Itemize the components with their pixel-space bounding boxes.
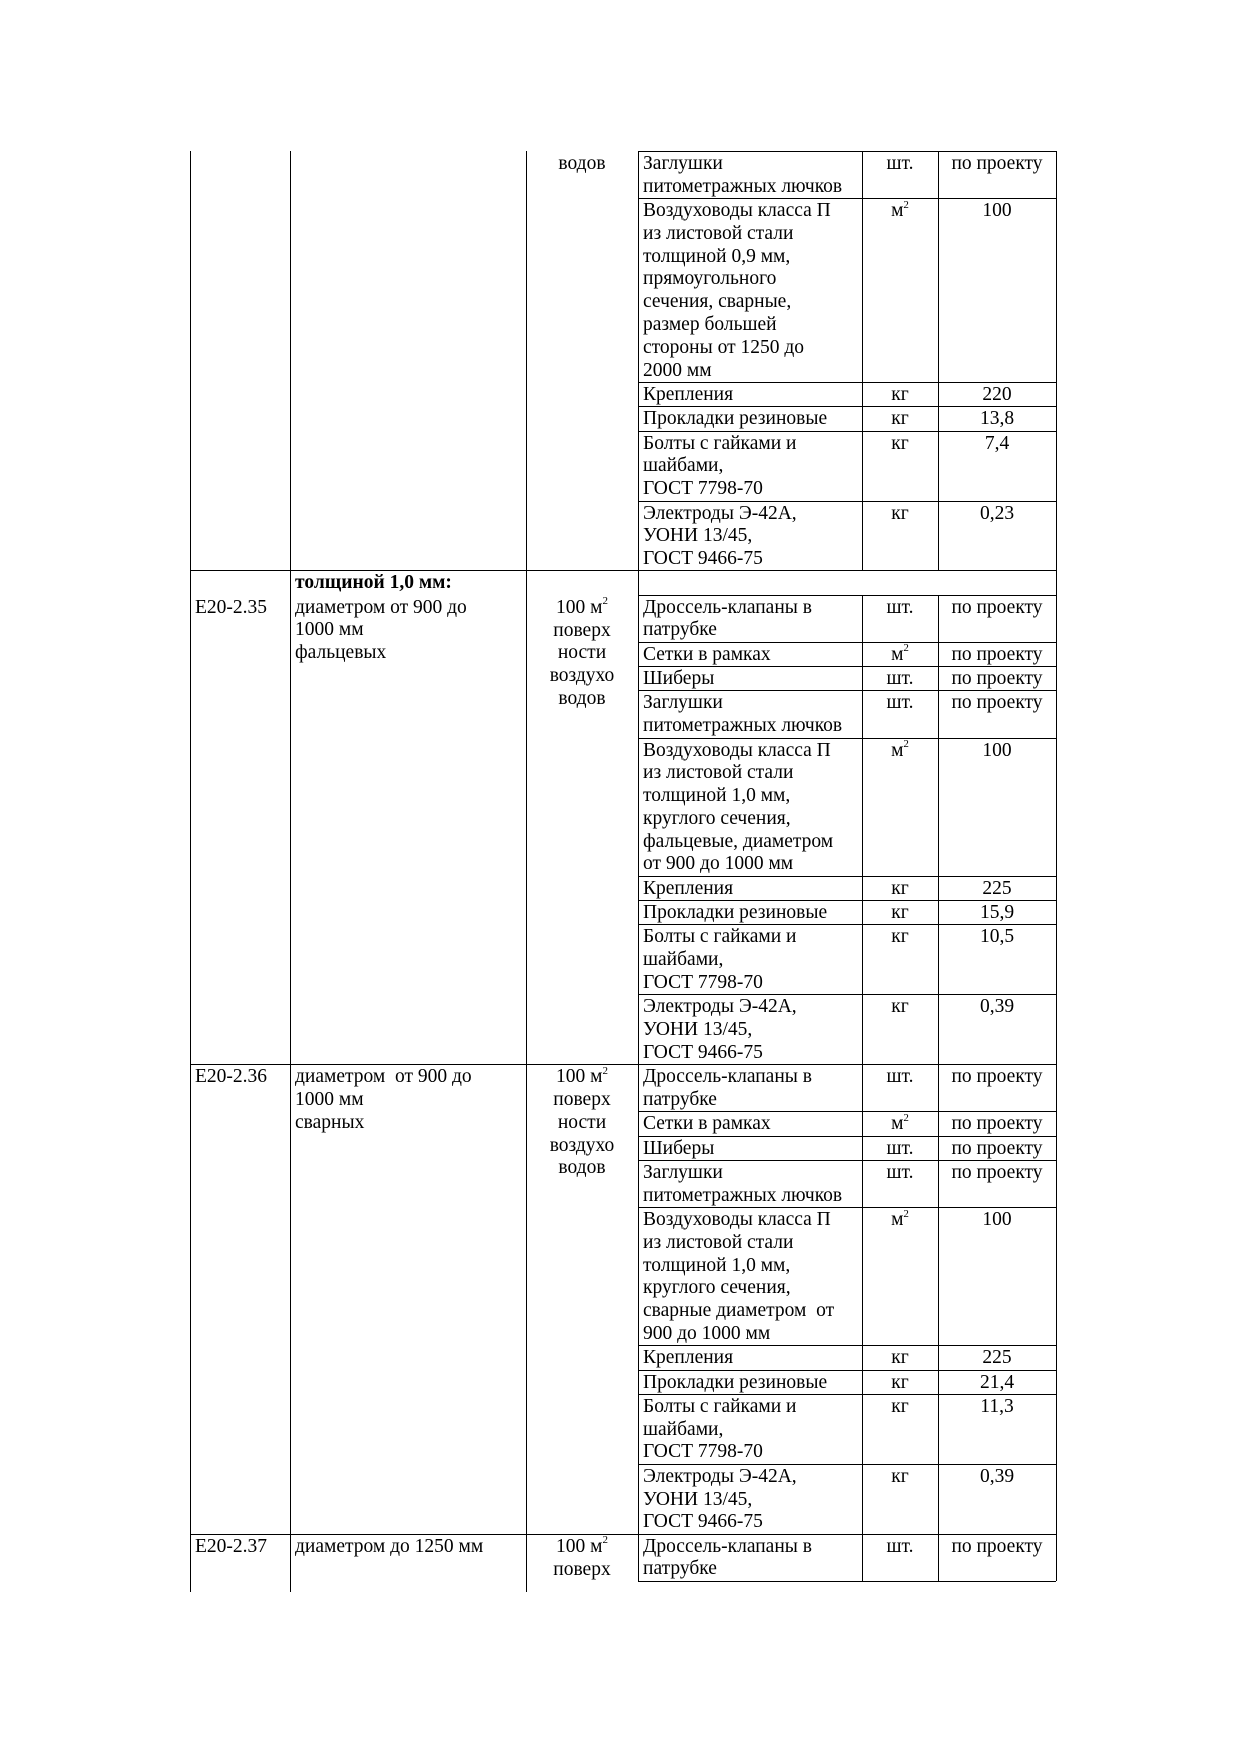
material-quantity: по проекту xyxy=(951,1066,1043,1088)
table-rule-vertical xyxy=(938,1534,939,1581)
table-rule-horizontal xyxy=(638,900,1056,901)
material-unit-base: м xyxy=(891,200,904,222)
entry-description: диаметром от 900 до 1000 мм сварных xyxy=(295,1066,472,1133)
table-rule-horizontal xyxy=(638,570,1056,571)
material-unit-superscript: 2 xyxy=(903,1207,909,1220)
table-rule-horizontal xyxy=(638,501,1056,502)
material-quantity: по проекту xyxy=(951,1161,1043,1183)
material-quantity: по проекту xyxy=(951,692,1043,714)
material-name: Прокладки резиновые xyxy=(643,1371,828,1393)
table-rule-horizontal xyxy=(638,1207,1056,1208)
material-name: Шиберы xyxy=(643,668,715,690)
table-rule-vertical xyxy=(1056,151,1057,570)
table-rule-horizontal xyxy=(638,642,1056,643)
material-quantity: 11,3 xyxy=(980,1395,1014,1417)
table-rule-horizontal xyxy=(638,1136,1056,1137)
table-rule-horizontal xyxy=(638,431,1056,432)
table-rule-horizontal xyxy=(190,1064,638,1065)
table-rule-horizontal xyxy=(638,151,1056,152)
material-quantity: по проекту xyxy=(951,1535,1043,1557)
material-unit xyxy=(862,1209,938,1232)
material-unit: кг xyxy=(891,877,909,899)
material-name: Болты с гайками и шайбами, ГОСТ 7798-70 xyxy=(643,432,797,500)
material-quantity: по проекту xyxy=(951,1137,1043,1159)
material-name: Воздуховоды класса П из листовой стали толщиной 0,9 мм, прямоугольного сечения, сварные, размер большей стороны от 1250 до 2000 мм xyxy=(643,200,831,381)
material-name: Прокладки резиновые xyxy=(643,408,828,430)
material-unit: шт. xyxy=(886,153,914,174)
table-rule-horizontal xyxy=(638,1534,1056,1535)
material-unit xyxy=(862,1113,938,1136)
material-name: Воздуховоды класса П из листовой стали толщиной 1,0 мм, круглого сечения, фальцевые, диаметром от 900 до 1000 мм xyxy=(643,739,834,875)
material-name: Крепления xyxy=(643,877,734,899)
material-unit xyxy=(862,200,938,223)
table-rule-horizontal xyxy=(638,382,1056,383)
material-quantity: 100 xyxy=(982,1209,1012,1230)
entry-measure xyxy=(526,1066,638,1089)
material-name: Дроссель-клапаны в патрубке xyxy=(643,596,812,641)
table-rule-horizontal xyxy=(190,570,290,571)
material-unit: шт. xyxy=(886,1066,914,1088)
material-quantity: 0,23 xyxy=(979,502,1015,524)
table-rule-horizontal xyxy=(638,876,1056,877)
table-rule-vertical xyxy=(938,151,939,570)
table-rule-vertical xyxy=(1056,1064,1057,1534)
material-name: Болты с гайками и шайбами, ГОСТ 7798-70 xyxy=(643,1395,797,1463)
material-name: Сетки в рамках xyxy=(643,643,771,665)
material-unit: шт. xyxy=(886,596,914,618)
material-name: Крепления xyxy=(643,384,734,405)
material-quantity: 225 xyxy=(982,1347,1012,1369)
material-unit: кг xyxy=(891,502,909,524)
table-rule-horizontal xyxy=(638,1370,1056,1371)
material-name: Электроды Э-42А, УОНИ 13/45, ГОСТ 9466-75 xyxy=(643,502,797,570)
table-rule-vertical xyxy=(190,151,191,1592)
table-rule-horizontal xyxy=(526,570,638,571)
material-quantity: 100 xyxy=(982,200,1012,222)
material-unit: кг xyxy=(891,902,909,924)
material-quantity: по проекту xyxy=(951,596,1043,618)
material-unit-base: м xyxy=(891,1209,904,1230)
table-rule-vertical xyxy=(290,151,291,1592)
table-rule-vertical xyxy=(638,151,639,570)
table-rule-horizontal xyxy=(638,994,1056,995)
table-rule-vertical xyxy=(938,595,939,1065)
material-unit-superscript: 2 xyxy=(903,738,909,750)
table-rule-horizontal xyxy=(638,690,1056,691)
measure-unit-partial: водов xyxy=(558,153,606,174)
material-name: Заглушки питометражных лючков xyxy=(643,153,843,197)
material-quantity: 220 xyxy=(982,384,1012,405)
material-quantity: 7,4 xyxy=(984,432,1010,454)
entry-code: Е20-2.36 xyxy=(195,1066,268,1088)
table-rule-vertical xyxy=(862,1064,863,1534)
entry-code: Е20-2.37 xyxy=(195,1535,268,1557)
material-unit: кг xyxy=(891,1371,909,1393)
entry-measure-detail: поверх ности воздухо водов xyxy=(549,619,615,709)
table-rule-horizontal xyxy=(638,666,1056,667)
table-rule-vertical xyxy=(1056,570,1057,594)
material-quantity: 100 xyxy=(982,739,1012,761)
table-rule-vertical xyxy=(638,595,639,1065)
material-unit: шт. xyxy=(886,1535,914,1557)
table-rule-vertical xyxy=(638,1064,639,1534)
material-name: Дроссель-клапаны в патрубке xyxy=(643,1066,812,1110)
material-unit: кг xyxy=(891,996,909,1018)
material-quantity: по проекту xyxy=(951,668,1043,690)
table-rule-horizontal xyxy=(638,406,1056,407)
material-quantity: 10,5 xyxy=(979,926,1015,948)
material-unit xyxy=(862,740,938,763)
material-unit: шт. xyxy=(886,1137,914,1159)
material-name: Сетки в рамках xyxy=(643,1113,771,1135)
material-unit-superscript: 2 xyxy=(903,642,909,655)
table-rule-vertical xyxy=(1056,595,1057,1065)
material-quantity: 21,4 xyxy=(979,1371,1015,1393)
material-quantity: по проекту xyxy=(951,1113,1043,1135)
table-rule-vertical xyxy=(638,570,639,594)
material-unit: кг xyxy=(891,1395,909,1417)
group-header: толщиной 1,0 мм: xyxy=(295,572,452,594)
table-rule-horizontal xyxy=(638,1064,1056,1065)
table-rule-horizontal xyxy=(638,738,1056,739)
entry-measure-detail: поверх ности воздухо водов xyxy=(549,1089,615,1179)
table-rule-vertical xyxy=(938,1064,939,1534)
table-rule-vertical xyxy=(638,1534,639,1581)
material-quantity: по проекту xyxy=(951,643,1043,665)
material-unit: кг xyxy=(891,408,909,430)
material-unit-base: м xyxy=(891,643,904,665)
entry-measure-superscript: 2 xyxy=(602,1534,608,1547)
entry-description: диаметром до 1250 мм xyxy=(295,1535,484,1557)
table-rule-vertical xyxy=(862,151,863,570)
entry-description: диаметром от 900 до 1000 мм фальцевых xyxy=(295,596,467,664)
material-quantity: 13,8 xyxy=(979,408,1015,430)
table-rule-horizontal xyxy=(190,1534,638,1535)
table-rule-horizontal xyxy=(638,1160,1056,1161)
entry-measure-detail: поверх xyxy=(553,1558,611,1580)
material-name: Воздуховоды класса П из листовой стали толщиной 1,0 мм, круглого сечения, сварные диаметром от 900 до 1000 мм xyxy=(643,1209,835,1344)
entry-measure-base: 100 м xyxy=(556,1535,603,1557)
table-rule-horizontal xyxy=(638,1111,1056,1112)
material-unit-base: м xyxy=(891,1113,904,1135)
material-name: Электроды Э-42А, УОНИ 13/45, ГОСТ 9466-75 xyxy=(643,1465,797,1533)
material-unit: шт. xyxy=(886,668,914,690)
material-unit: шт. xyxy=(886,1161,914,1183)
entry-measure-superscript: 2 xyxy=(602,595,608,608)
material-name: Шиберы xyxy=(643,1137,715,1159)
material-unit: шт. xyxy=(886,692,914,714)
material-unit: кг xyxy=(891,1347,909,1369)
table-rule-vertical xyxy=(526,151,527,1592)
material-name: Заглушки питометражных лючков xyxy=(643,692,843,737)
material-unit-base: м xyxy=(891,739,904,761)
entry-measure-base: 100 м xyxy=(556,1066,603,1088)
material-unit: кг xyxy=(891,1465,909,1487)
material-quantity: 225 xyxy=(982,877,1012,899)
table-rule-horizontal xyxy=(638,1581,1056,1582)
material-unit: кг xyxy=(891,432,909,454)
material-unit: кг xyxy=(891,384,909,405)
material-quantity: 0,39 xyxy=(979,1465,1015,1487)
material-quantity: 15,9 xyxy=(979,902,1015,924)
table-rule-horizontal xyxy=(638,595,1056,596)
material-name: Электроды Э-42А, УОНИ 13/45, ГОСТ 9466-75 xyxy=(643,996,797,1063)
material-unit: кг xyxy=(891,926,909,948)
table-rule-horizontal xyxy=(638,1464,1056,1465)
table-rule-vertical xyxy=(862,595,863,1065)
material-unit-superscript: 2 xyxy=(903,198,909,211)
entry-code: Е20-2.35 xyxy=(195,596,268,618)
table-rule-horizontal xyxy=(638,924,1056,925)
material-name: Заглушки питометражных лючков xyxy=(643,1161,843,1206)
table-rule-horizontal xyxy=(638,1394,1056,1395)
material-quantity: 0,39 xyxy=(979,996,1015,1018)
entry-measure-base: 100 м xyxy=(556,596,603,618)
table-rule-vertical xyxy=(1056,1534,1057,1581)
material-name: Дроссель-клапаны в патрубке xyxy=(643,1535,812,1580)
material-unit xyxy=(862,644,938,667)
entry-measure xyxy=(526,1536,638,1559)
material-name: Прокладки резиновые xyxy=(643,902,828,924)
material-quantity: по проекту xyxy=(951,153,1043,174)
entry-measure xyxy=(526,597,638,620)
table-rule-horizontal xyxy=(638,198,1056,199)
table-rule-horizontal xyxy=(290,570,526,571)
table-rule-horizontal xyxy=(638,1345,1056,1346)
entry-measure-superscript: 2 xyxy=(602,1064,608,1077)
material-unit-superscript: 2 xyxy=(903,1111,909,1124)
table-rule-vertical xyxy=(862,1534,863,1581)
material-name: Крепления xyxy=(643,1347,734,1369)
material-name: Болты с гайками и шайбами, ГОСТ 7798-70 xyxy=(643,926,797,993)
